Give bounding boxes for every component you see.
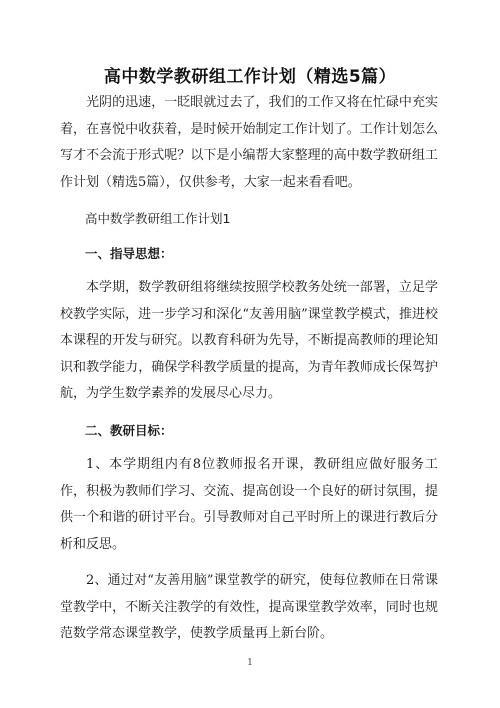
guiding-ideology-paragraph: 本学期，数学教研组将继续按照学校教务处统一部署，立足学校教学实际，进一步学习和深化“友善用脑”课堂教学模式，推进校本课程的开发与研究。以教育科研为先导，不断提高教师的理论知识和教学能力，确保学科教学质量的提高，为青年教师成长保驾护航，为学生数学素养的发展尽心尽力。 bbox=[60, 280, 438, 401]
document-title: 高中数学教研组工作计划（精选5篇） bbox=[103, 67, 397, 87]
section-heading-research-goals: 二、教研目标： bbox=[85, 422, 173, 438]
section-heading-guiding-ideology: 一、指导思想： bbox=[85, 245, 173, 261]
research-goal-item-1: 1、本学期组内有8位教师报名开课，教研组应做好服务工作，积极为教师们学习、交流、提高创设一个良好的研讨氛围，提供一个和谐的研讨平台。引导教师对自己平时所上的课进行教后分析和反思。 bbox=[60, 457, 438, 552]
document-body bbox=[60, 90, 438, 658]
page-number: 1 bbox=[247, 658, 253, 668]
research-goal-item-2: 2、通过对“友善用脑”课堂教学的研究，使每位教师在日常课堂教学中，不断关注教学的有效性，提高课堂教学效率，同时也规范数学常态课堂教学，使教学质量再上新台阶。 bbox=[60, 573, 438, 641]
plan-heading: 高中数学教研组工作计划1 bbox=[85, 211, 231, 226]
intro-paragraph: 光阴的迅速，一眨眼就过去了，我们的工作又将在忙碌中充实着，在喜悦中收获着，是时候开始制定工作计划了。工作计划怎么写才不会流于形式呢？以下是小编帮大家整理的高中数学教研组工作计划（精选5篇），仅供参考，大家一起来看看吧。 bbox=[60, 95, 438, 190]
